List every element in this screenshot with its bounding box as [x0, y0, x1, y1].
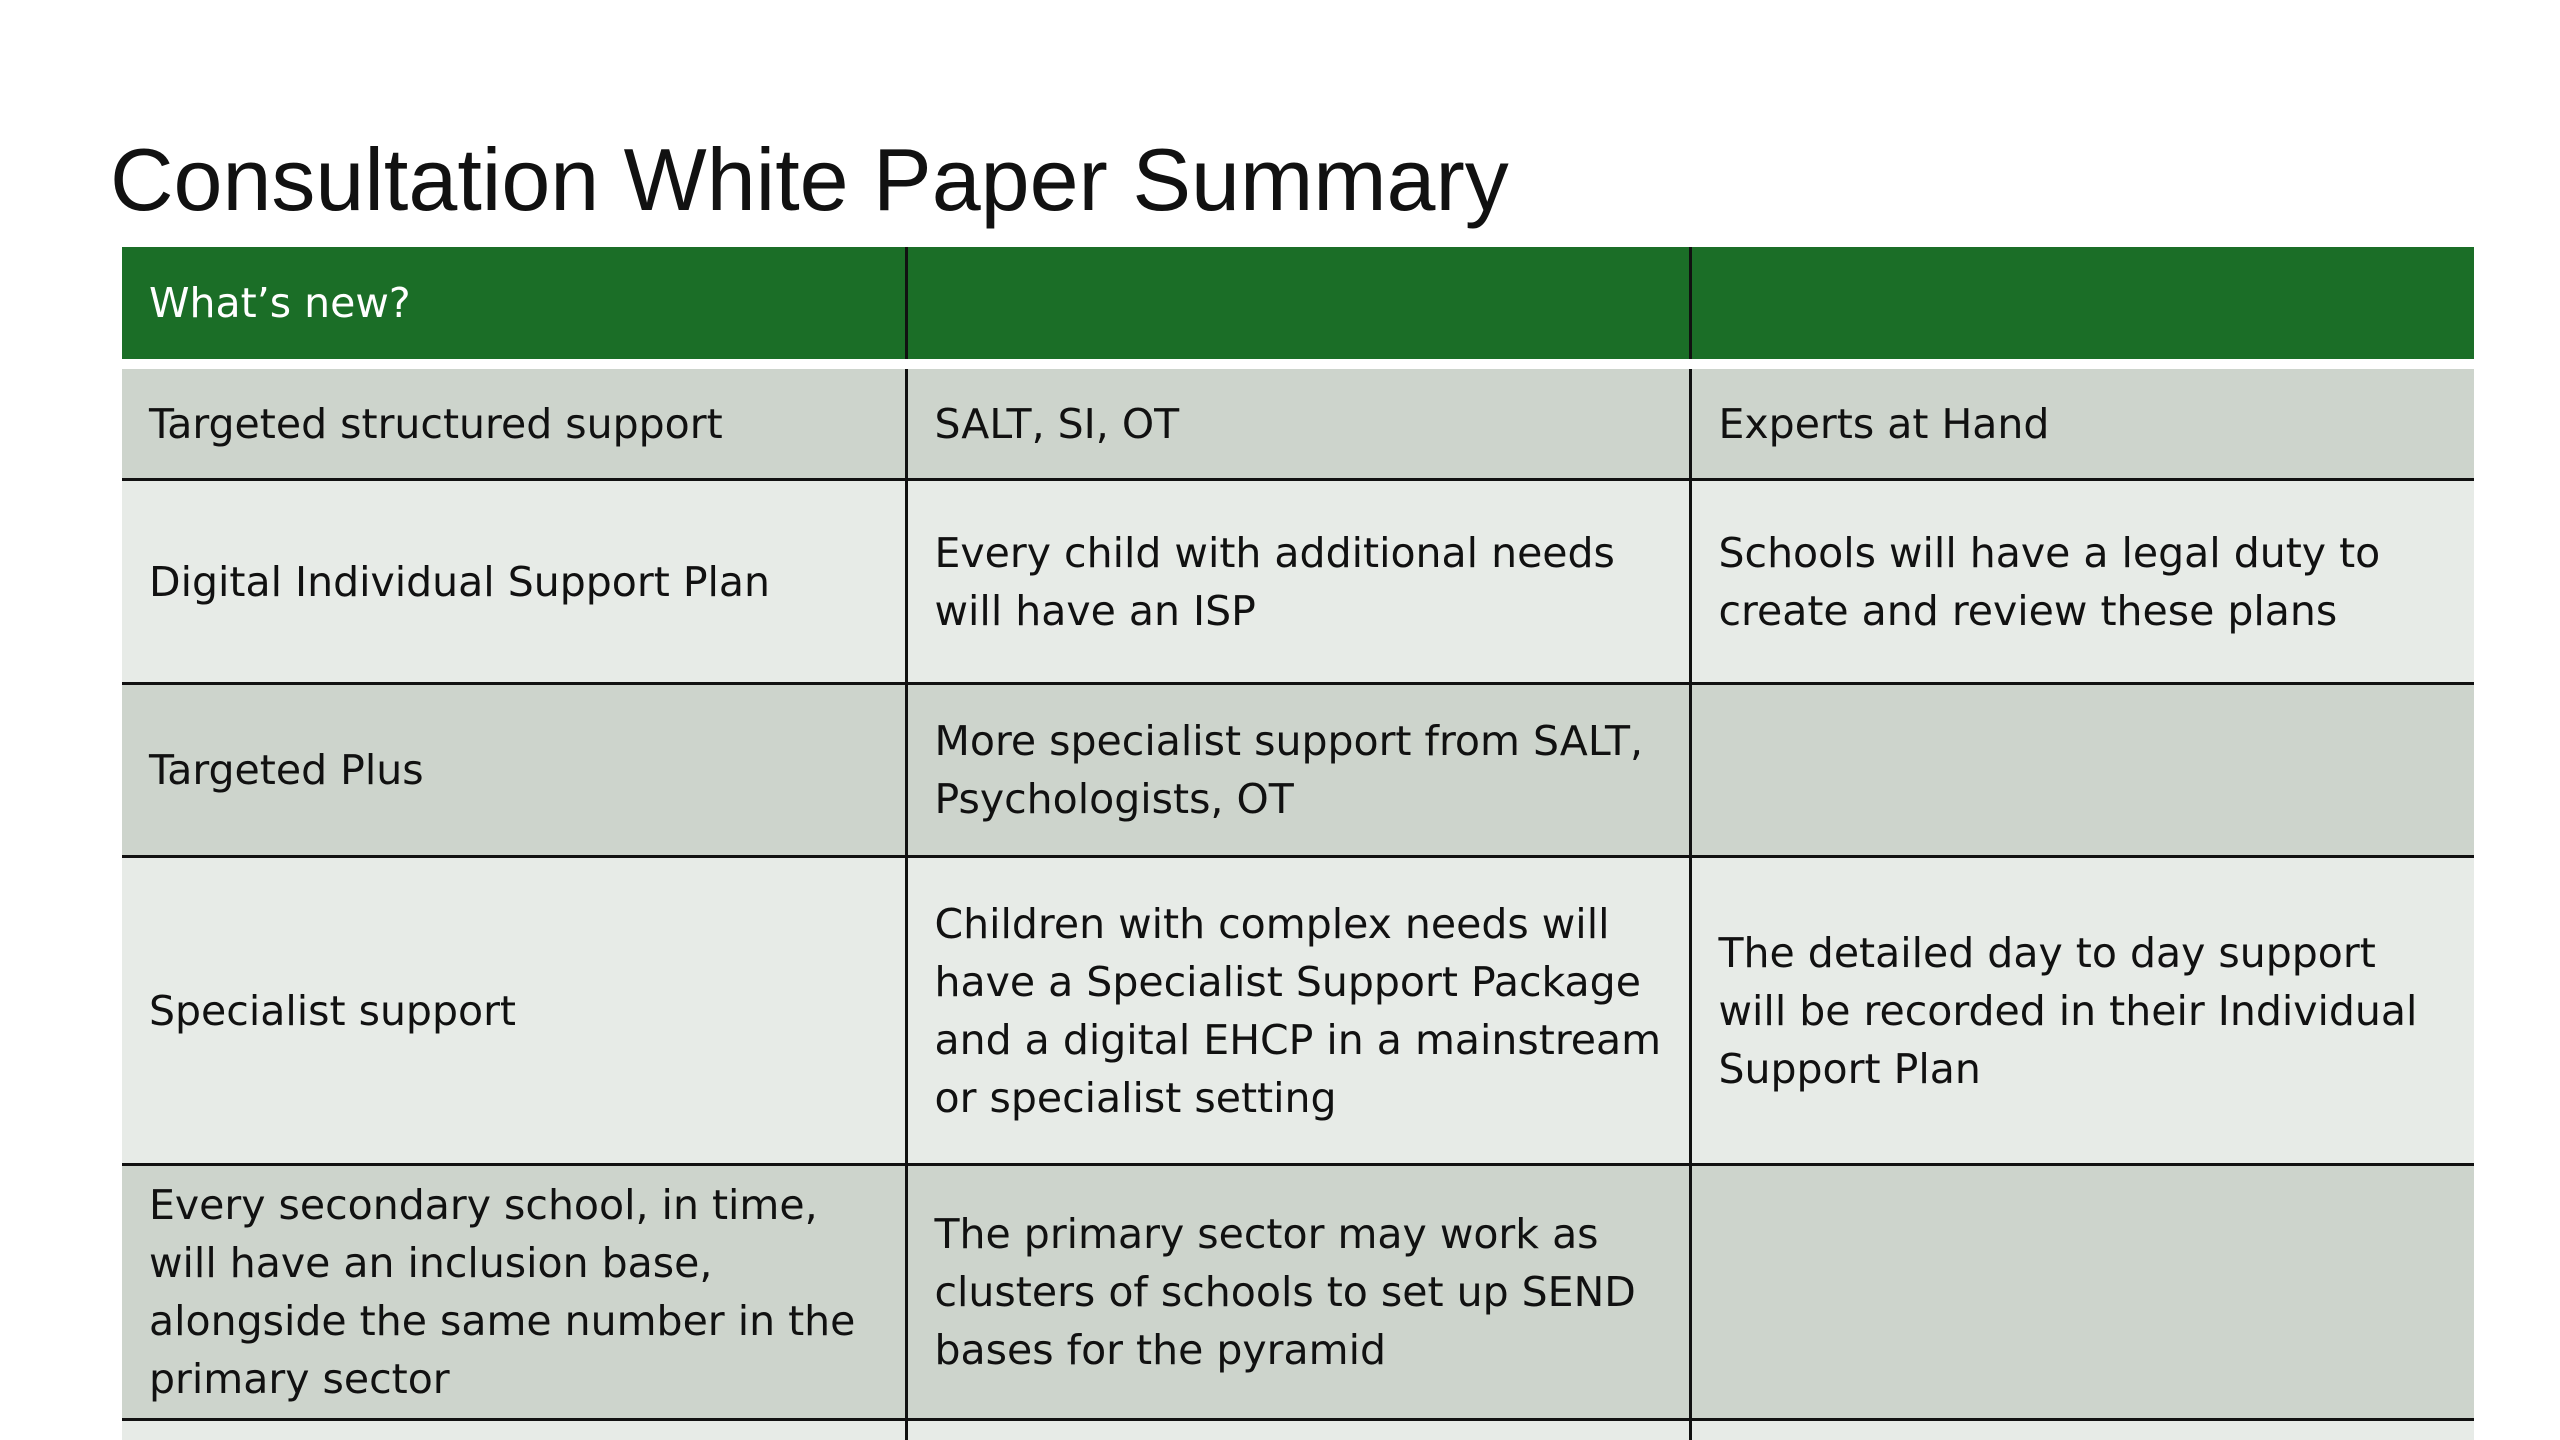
table-cell: More specialist support from SALT, Psychologists, OT	[906, 684, 1690, 857]
slide-title: Consultation White Paper Summary	[110, 130, 1509, 229]
table-cell: Targeted structured support	[122, 364, 906, 480]
header-cell-empty	[1690, 247, 2474, 364]
table-cell	[906, 1420, 1690, 1440]
table-header-row	[122, 247, 2474, 364]
table-row	[122, 684, 2474, 857]
table-row	[122, 857, 2474, 1165]
table-row	[122, 480, 2474, 684]
table-cell: The detailed day to day support will be recorded in their Individual Support Plan	[1690, 857, 2474, 1165]
table-cell: SALT, SI, OT	[906, 364, 1690, 480]
table-cell: Every child with additional needs will have an ISP	[906, 480, 1690, 684]
table-cell	[1690, 1165, 2474, 1420]
table-row	[122, 1165, 2474, 1420]
table-cell: Schools will have a legal duty to create and review these plans	[1690, 480, 2474, 684]
table-cell: Every secondary school, in time, will have an inclusion base, alongside the same number in the primary sector	[122, 1165, 906, 1420]
header-cell-whats-new: What’s new?	[122, 247, 906, 364]
table-cell: Children with complex needs will have a Specialist Support Package and a digital EHCP in a mainstream or specialist setting	[906, 857, 1690, 1165]
table-cell: Experts at Hand	[1690, 364, 2474, 480]
table-row-partial	[122, 1420, 2474, 1440]
header-cell-empty	[906, 247, 1690, 364]
table-cell	[1690, 1420, 2474, 1440]
table-cell: Specialist support	[122, 857, 906, 1165]
table-cell: Digital Individual Support Plan	[122, 480, 906, 684]
table-cell	[1690, 684, 2474, 857]
table-row	[122, 364, 2474, 480]
table-cell: Targeted Plus	[122, 684, 906, 857]
table-cell	[122, 1420, 906, 1440]
summary-table	[122, 247, 2474, 1440]
table-cell: The primary sector may work as clusters of schools to set up SEND bases for the pyramid	[906, 1165, 1690, 1420]
